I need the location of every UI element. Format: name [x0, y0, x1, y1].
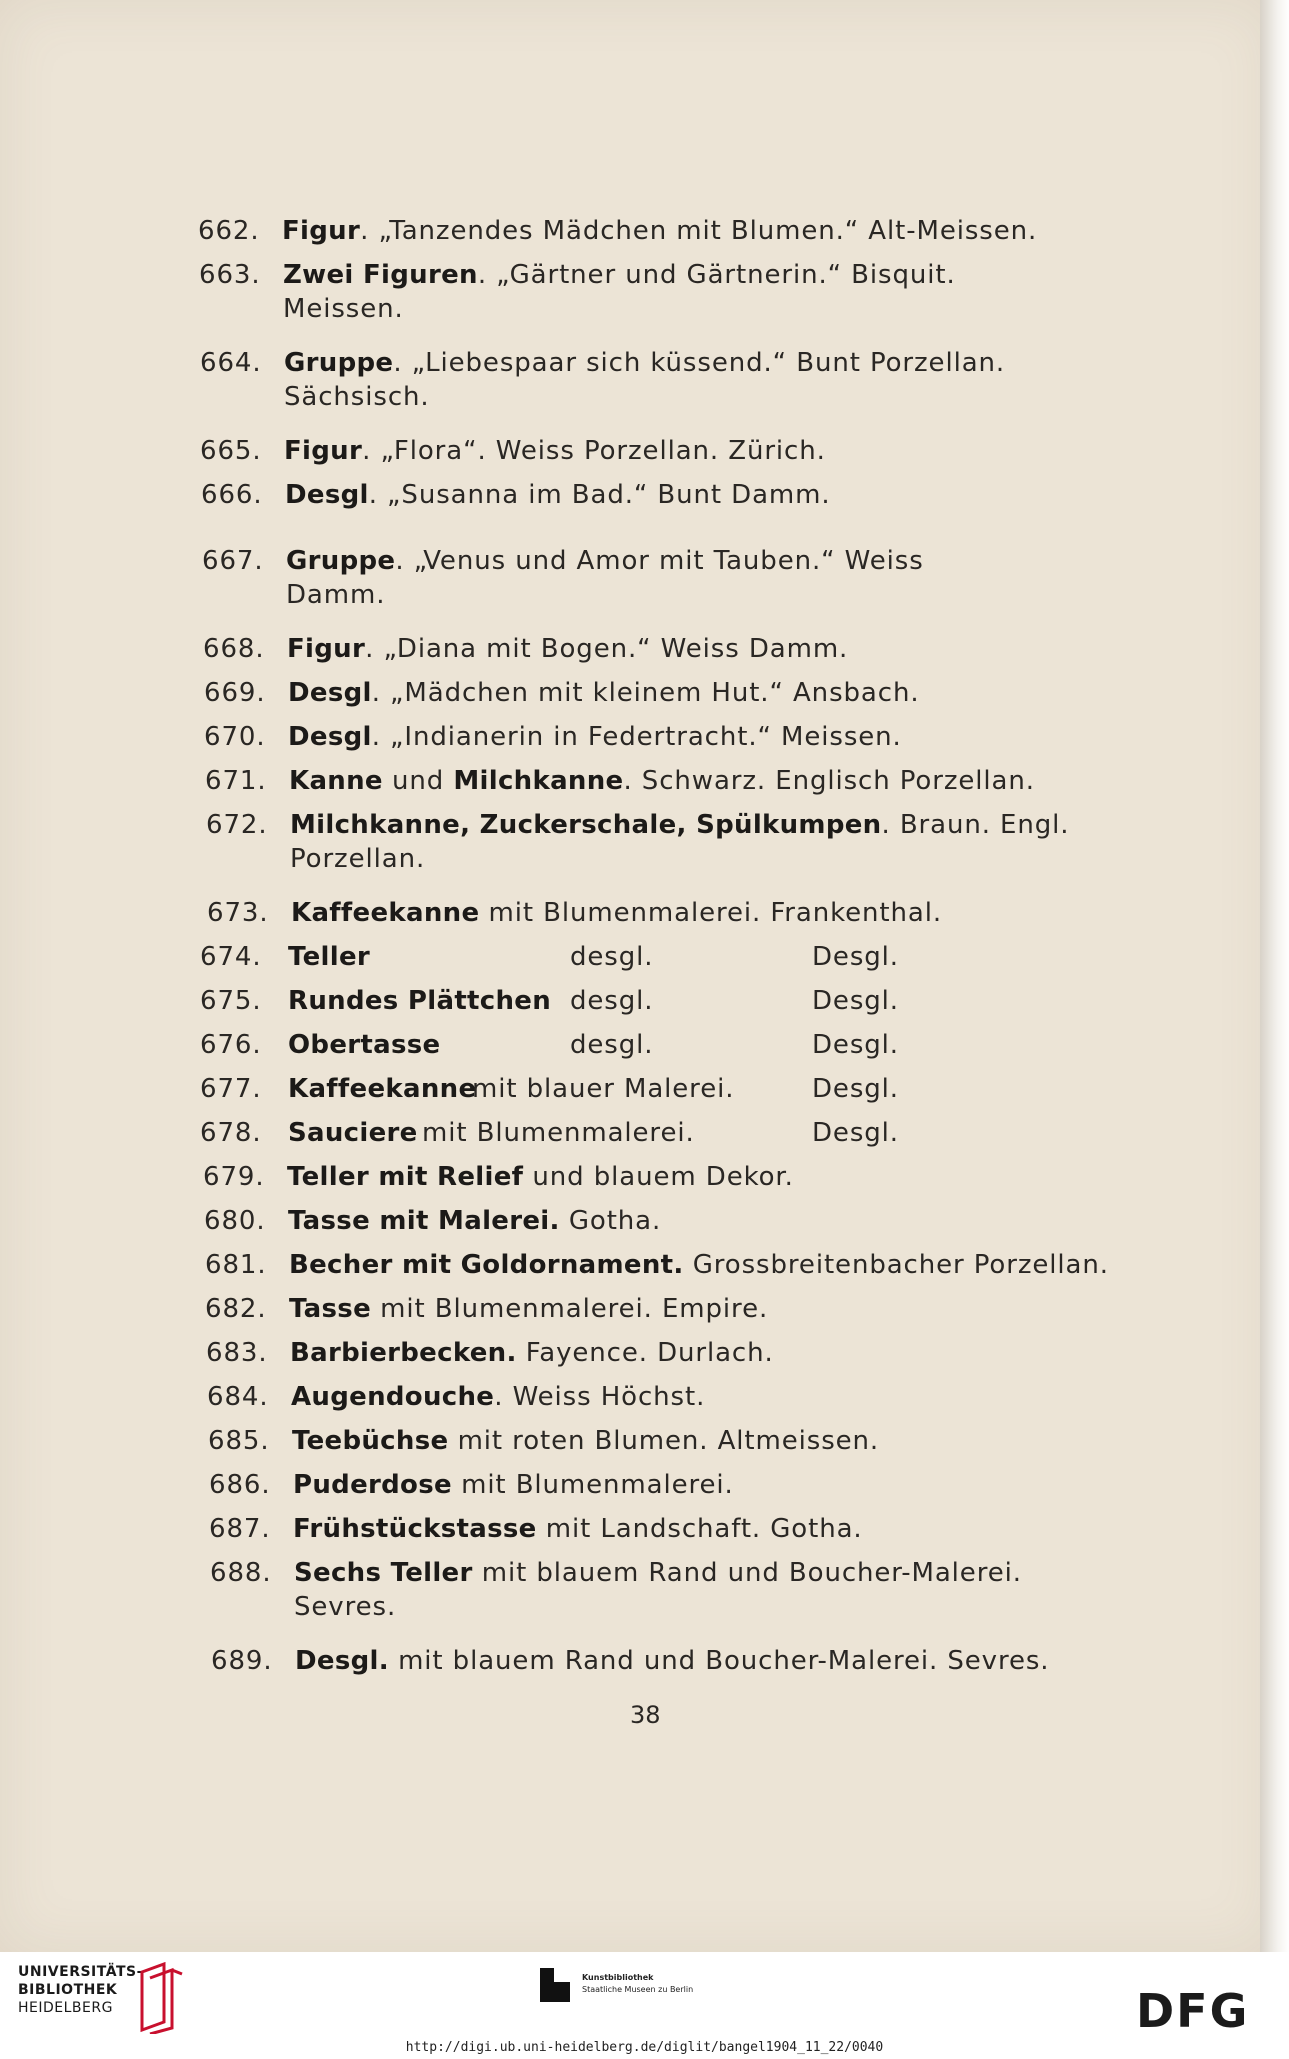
entry-origin: Desgl.: [812, 986, 899, 1016]
entry-number: 674.: [200, 942, 262, 972]
entry-continuation: Damm.: [286, 580, 386, 610]
entry-number: 668.: [203, 634, 265, 664]
entry-text: mit Blumenmalerei. Empire.: [371, 1294, 769, 1324]
entry-text: desgl.: [570, 942, 654, 972]
entry-number: 685.: [208, 1426, 270, 1456]
entry-text: . Braun. Engl.: [881, 810, 1070, 840]
entry-text: . Weiss Höchst.: [494, 1382, 706, 1412]
ub-line-1: UNIVERSITÄTS-: [18, 1964, 143, 1980]
entry-number: 675.: [200, 986, 262, 1016]
entry-text: . „Tanzendes Mädchen mit Blumen.“ Alt-Meissen.: [360, 216, 1038, 246]
entry-title: Frühstückstasse: [293, 1514, 537, 1544]
entry-text: mit roten Blumen. Altmeissen.: [448, 1426, 880, 1456]
entry-text: mit blauem Rand und Boucher-Malerei. Sevres.: [388, 1646, 1050, 1676]
entry-number: 669.: [204, 678, 266, 708]
entry-text: mit Blumenmalerei.: [422, 1118, 695, 1148]
entry-title: Sechs Teller: [294, 1558, 473, 1588]
entry-title: Zwei Figuren: [283, 260, 478, 290]
catalog-entry: [206, 812, 1069, 838]
catalog-entry: [203, 1164, 794, 1190]
entry-number: 683.: [206, 1338, 268, 1368]
entry-text: mit blauer Malerei.: [472, 1074, 735, 1104]
entry-number: 666.: [201, 480, 263, 510]
entry-text: desgl.: [570, 1030, 654, 1060]
entry-text: . „Flora“. Weiss Porzellan. Zürich.: [362, 436, 826, 466]
entry-title: Sauciere: [288, 1118, 418, 1148]
entry-origin: Desgl.: [812, 942, 899, 972]
entry-number: 689.: [211, 1646, 273, 1676]
entry-title: Figur: [284, 436, 363, 466]
catalog-entry: [207, 1384, 705, 1410]
entry-text: . „Indianerin in Federtracht.“ Meissen.: [371, 722, 902, 752]
page-number: 38: [630, 1701, 661, 1729]
entry-title: Desgl.: [295, 1646, 389, 1676]
page-edge: [1260, 0, 1289, 1952]
entry-title: Gruppe: [286, 546, 396, 576]
entry-number: 681.: [205, 1250, 267, 1280]
entry-number: 677.: [200, 1074, 262, 1104]
entry-number: 662.: [198, 216, 260, 246]
entry-title: Figur: [282, 216, 361, 246]
catalog-entry: [201, 482, 831, 508]
entry-text: . „Venus und Amor mit Tauben.“ Weiss: [395, 546, 924, 576]
entry-continuation: Sevres.: [294, 1592, 397, 1622]
entry-number: 672.: [206, 810, 268, 840]
catalog-entry: [211, 1648, 1049, 1674]
entry-number: 682.: [205, 1294, 267, 1324]
catalog-entry: [198, 218, 1037, 244]
entry-text: . „Mädchen mit kleinem Hut.“ Ansbach.: [371, 678, 920, 708]
catalog-entry: [202, 548, 924, 574]
entry-continuation: Sächsisch.: [284, 382, 430, 412]
entry-title: Augendouche: [291, 1382, 495, 1412]
entry-origin: Desgl.: [812, 1074, 899, 1104]
entry-number: 684.: [207, 1382, 269, 1412]
catalog-entry: [210, 1560, 1022, 1586]
catalog-entry: [203, 636, 848, 662]
entry-continuation: Meissen.: [283, 294, 404, 324]
entry-origin: Desgl.: [812, 1118, 899, 1148]
kb-mark-icon: [540, 1968, 570, 2002]
catalog-entry: [209, 1516, 863, 1542]
kunstbibliothek-logo[interactable]: [540, 1966, 740, 2012]
entry-title: Barbierbecken.: [290, 1338, 517, 1368]
entry-number: 673.: [207, 898, 269, 928]
entry-number: 667.: [202, 546, 264, 576]
entry-title: Tasse mit Malerei.: [288, 1206, 560, 1236]
catalog-entry: [208, 1428, 879, 1454]
entry-title: Teller: [288, 942, 370, 972]
entry-number: 686.: [209, 1470, 271, 1500]
kb-line-2: Staatliche Museen zu Berlin: [582, 1985, 694, 1994]
catalog-entry: [200, 350, 1005, 376]
entry-number: 676.: [200, 1030, 262, 1060]
entry-number: 664.: [200, 348, 262, 378]
entry-title: Becher mit Goldornament.: [289, 1250, 684, 1280]
entry-text: desgl.: [570, 986, 654, 1016]
entry-number: 680.: [204, 1206, 266, 1236]
catalog-entry: [205, 1252, 1109, 1278]
entry-origin: Desgl.: [812, 1030, 899, 1060]
dfg-logo[interactable]: DFG: [1136, 1984, 1250, 2038]
entry-title: Kanne: [289, 766, 383, 796]
entry-title: Milchkanne: [453, 766, 624, 796]
kb-line-1: Kunstbibliothek: [582, 1973, 654, 1982]
entry-number: 663.: [199, 260, 261, 290]
entry-text: . Schwarz. Englisch Porzellan.: [623, 766, 1035, 796]
entry-title: Rundes Plättchen: [288, 986, 552, 1016]
entry-text: . „Liebespaar sich küssend.“ Bunt Porzellan.: [393, 348, 1006, 378]
page-url[interactable]: http://digi.ub.uni-heidelberg.de/diglit/bangel1904_11_22/0040: [405, 2040, 884, 2055]
entry-continuation: Porzellan.: [290, 844, 426, 874]
entry-text: und blauem Dekor.: [523, 1162, 794, 1192]
catalog-entry: [207, 900, 942, 926]
ub-line-2: BIBLIOTHEK: [18, 1982, 118, 1998]
entry-title: Desgl: [288, 678, 372, 708]
catalog-entry: [204, 724, 902, 750]
entry-title: Tasse: [289, 1294, 372, 1324]
entry-text: Gotha.: [559, 1206, 662, 1236]
entry-text: mit Blumenmalerei. Frankenthal.: [479, 898, 942, 928]
catalog-entry: [204, 680, 919, 706]
entry-number: 687.: [209, 1514, 271, 1544]
ub-heidelberg-logo[interactable]: [18, 1962, 188, 2040]
entry-text: Fayence. Durlach.: [516, 1338, 774, 1368]
entry-title: Desgl: [285, 480, 369, 510]
entry-text: mit Landschaft. Gotha.: [536, 1514, 863, 1544]
catalog-entry: [204, 1208, 661, 1234]
entry-text: mit Blumenmalerei.: [451, 1470, 734, 1500]
entry-number: 679.: [203, 1162, 265, 1192]
entry-title: Puderdose: [293, 1470, 452, 1500]
entry-number: 665.: [200, 436, 262, 466]
entry-number: 671.: [205, 766, 267, 796]
entry-title: Desgl: [288, 722, 372, 752]
catalog-entry: [205, 1296, 768, 1322]
entry-title: Teller mit Relief: [287, 1162, 524, 1192]
entry-number: 678.: [200, 1118, 262, 1148]
entry-text: Grossbreitenbacher Porzellan.: [683, 1250, 1109, 1280]
catalog-entry: [200, 438, 826, 464]
entry-title: Gruppe: [284, 348, 394, 378]
ub-line-3: HEIDELBERG: [18, 2000, 113, 2016]
entry-title: Teebüchse: [292, 1426, 449, 1456]
entry-text: . „Diana mit Bogen.“ Weiss Damm.: [365, 634, 849, 664]
entry-title: Milchkanne, Zuckerschale, Spülkumpen: [290, 810, 882, 840]
catalog-entry: [205, 768, 1035, 794]
catalog-entry: [209, 1472, 734, 1498]
entry-number: 670.: [204, 722, 266, 752]
catalog-entry: [199, 262, 956, 288]
entry-text: . „Susanna im Bad.“ Bunt Damm.: [368, 480, 831, 510]
ub-mark-icon: [136, 1962, 186, 2034]
entry-title: Figur: [287, 634, 366, 664]
entry-text: mit blauem Rand und Boucher-Malerei.: [472, 1558, 1022, 1588]
entry-title: Obertasse: [288, 1030, 441, 1060]
catalog-entry: [206, 1340, 774, 1366]
entry-number: 688.: [210, 1558, 272, 1588]
entry-title: Kaffeekanne: [291, 898, 480, 928]
entry-title: Kaffeekanne: [288, 1074, 477, 1104]
entry-text: . „Gärtner und Gärtnerin.“ Bisquit.: [477, 260, 956, 290]
entry-text: und: [382, 766, 454, 796]
